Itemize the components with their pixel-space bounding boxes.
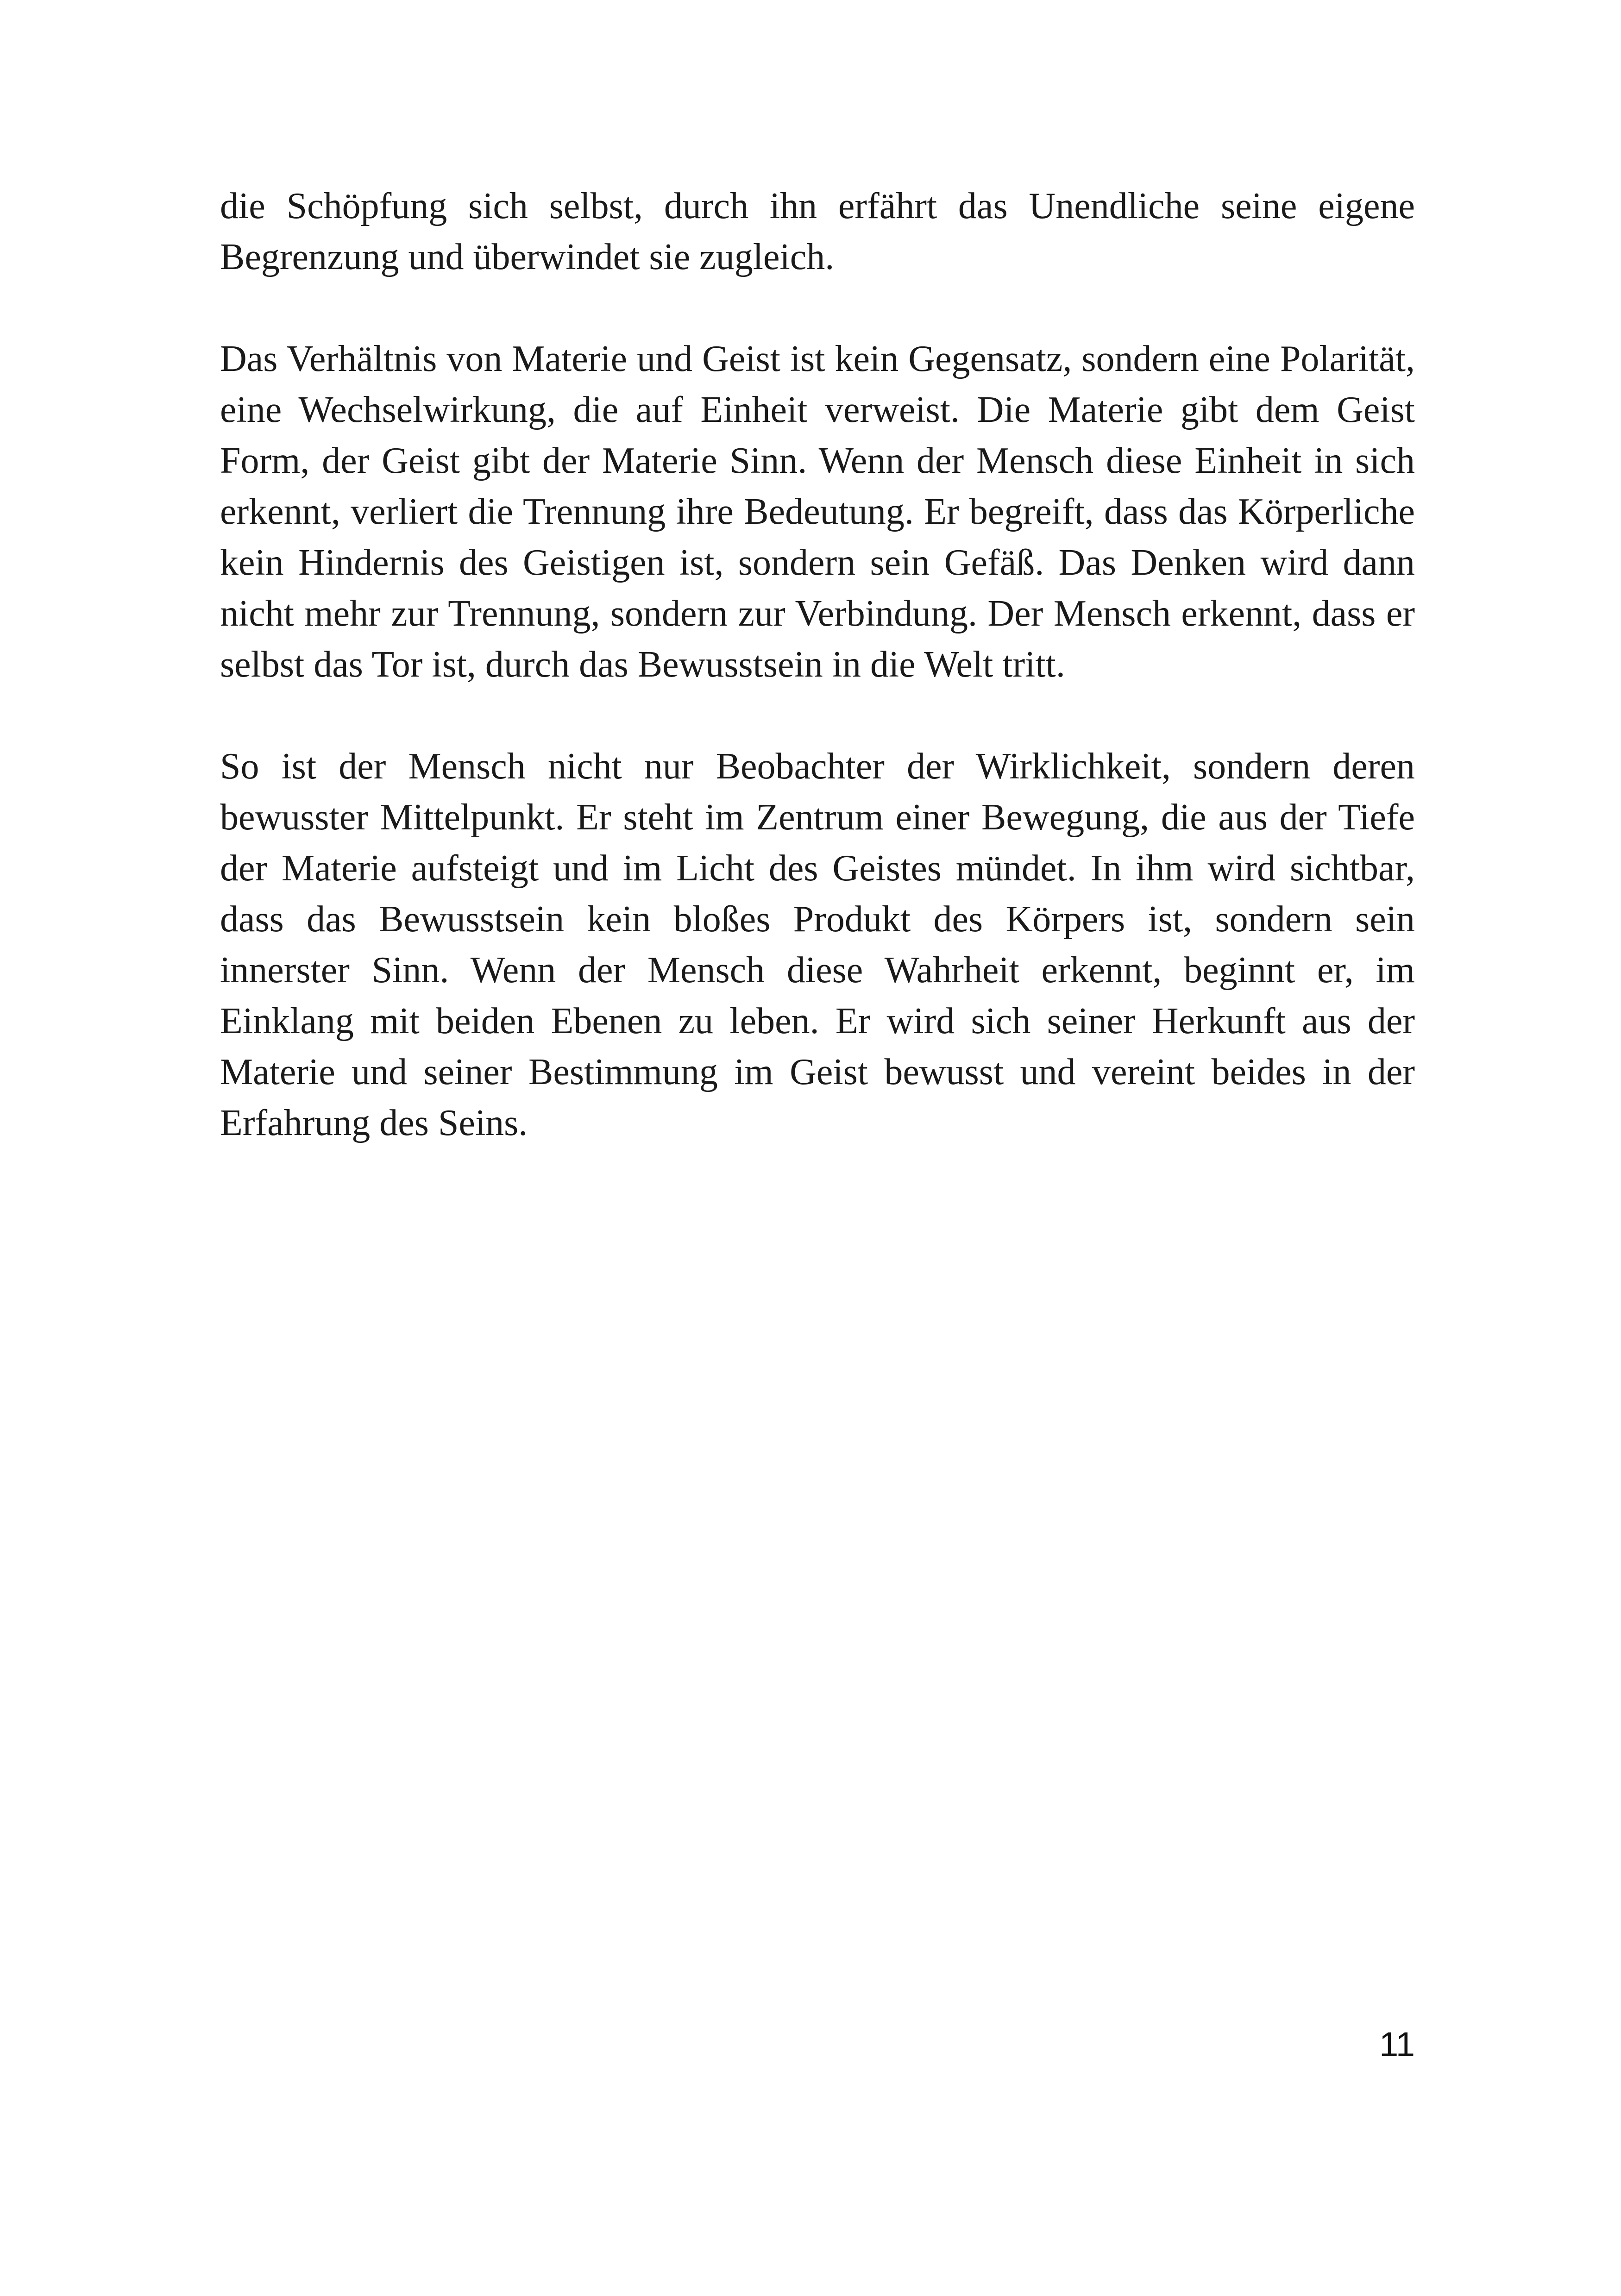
body-text	[220, 181, 1415, 1199]
paragraph-3: So ist der Mensch nicht nur Beobachter der Wirklichkeit, sondern deren bewusster Mittelpunkt. Er steht im Zentrum einer Bewegung, die aus der Tiefe der Materie aufsteigt und im Licht des Geistes mündet. In ihm wird sichtbar, dass das Bewusstsein kein bloßes Produkt des Körpers ist, sondern sein innerster Sinn. Wenn der Mensch diese Wahrheit erkennt, beginnt er, im Einklang mit beiden Ebenen zu leben. Er wird sich seiner Herkunft aus der Materie und seiner Bestimmung im Geist bewusst und vereint beides in der Erfahrung des Seins.	[220, 746, 1415, 1143]
paragraph-1: die Schöpfung sich selbst, durch ihn erfährt das Unendliche seine eigene Begrenzung und überwindet sie zugleich.	[220, 186, 1415, 277]
page-number: 11	[1379, 2025, 1415, 2064]
paragraph-2: Das Verhältnis von Materie und Geist ist kein Gegensatz, sondern eine Polarität, eine Wechselwirkung, die auf Einheit verweist. Die Materie gibt dem Geist Form, der Geist gibt der Materie Sinn. Wenn der Mensch diese Einheit in sich erkennt, verliert die Trennung ihre Bedeutung. Er begreift, dass das Körperliche kein Hindernis des Geistigen ist, sondern sein Gefäß. Das Denken wird dann nicht mehr zur Trennung, sondern zur Verbindung. Der Mensch erkennt, dass er selbst das Tor ist, durch das Bewusstsein in die Welt tritt.	[220, 339, 1415, 685]
